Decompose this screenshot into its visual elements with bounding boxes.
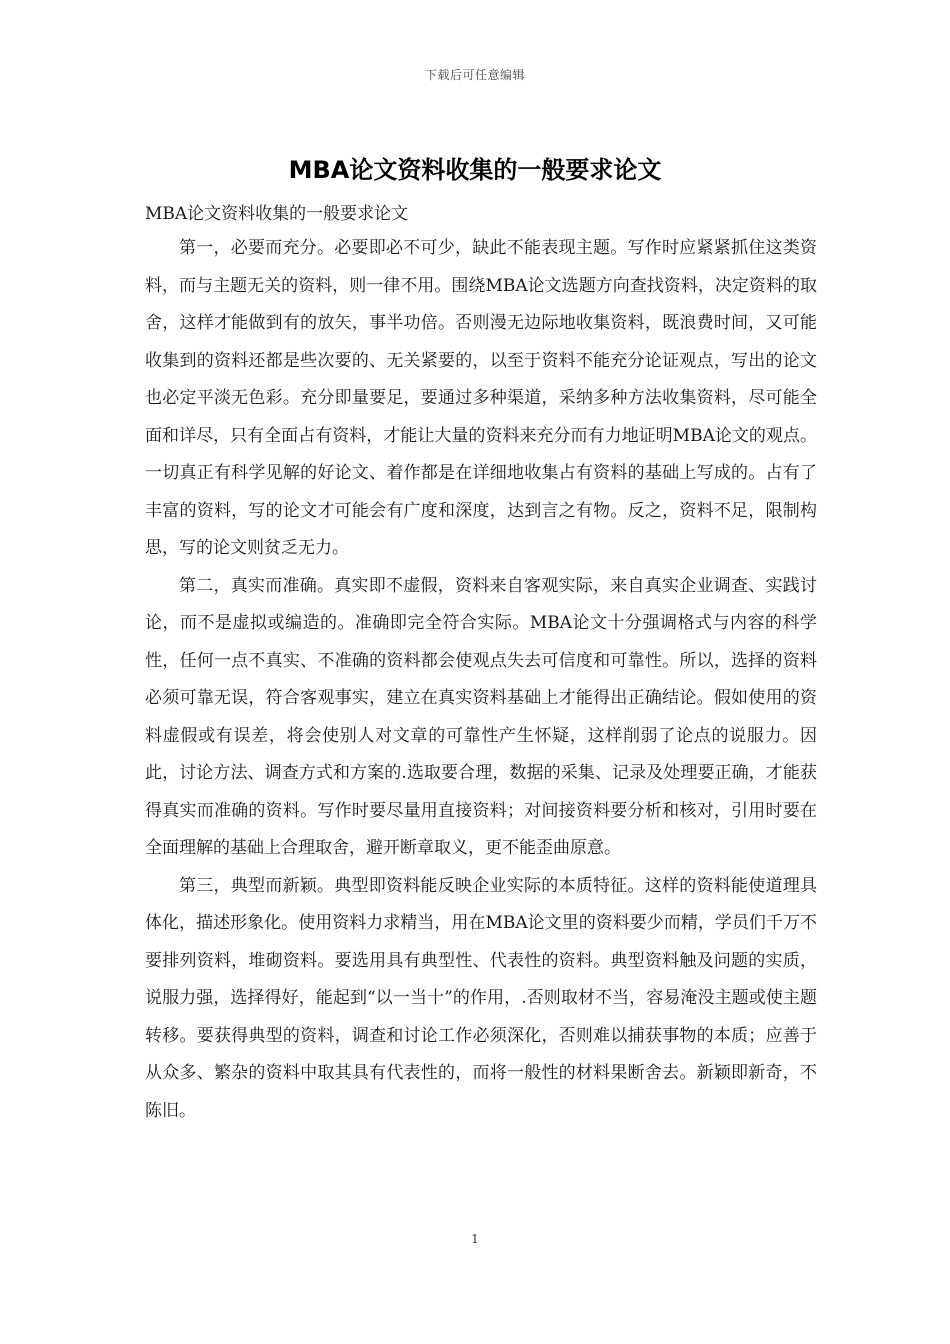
paragraph-2: 第二，真实而准确。真实即不虚假，资料来自客观实际，来自真实企业调查、实践讨论，而不是虚拟或编造的。准确即完全符合实际。MBA论文十分强调格式与内容的科学性，任何一点不真实、不准确的资料都会使观点失去可信度和可靠性。所以，选择的资料必须可靠无误，符合客观事实，建立在真实资料基础上才能得出正确结论。假如使用的资料虚假或有误差，将会使别人对文章的可靠性产生怀疑，这样削弱了论点的说服力。因此，讨论方法、调查方式和方案的.选取要合理，数据的采集、记录及处理要正确，才能获得真实而准确的资料。写作时要尽量用直接资料；对间接资料要分析和核对，引用时要在全面理解的基础上合理取舍，避开断章取义，更不能歪曲原意。 [145,575,817,858]
document-body [145,200,817,1130]
header-note: 下载后可任意编辑 [424,68,525,82]
page-number: 1 [471,1232,479,1246]
paragraph-3: 第三，典型而新颖。典型即资料能反映企业实际的本质特征。这样的资料能使道理具体化，描述形象化。使用资料力求精当，用在MBA论文里的资料要少而精，学员们千万不要排列资料，堆砌资料。要选用具有典型性、代表性的资料。典型资料触及问题的实质，说服力强，选择得好，能起到“以一当十”的作用，.否则取材不当，容易淹没主题或使主题转移。要获得典型的资料，调查和讨论工作必须深化，否则难以捕获事物的本质；应善于从众多、繁杂的资料中取其具有代表性的，而将一般性的材料果断舍去。新颖即新奇，不陈旧。 [145,875,817,1121]
document-subtitle: MBA论文资料收集的一般要求论文 [145,204,409,224]
paragraph-1: 第一，必要而充分。必要即必不可少，缺此不能表现主题。写作时应紧紧抓住这类资料，而与主题无关的资料，则一律不用。围绕MBA论文选题方向查找资料，决定资料的取舍，这样才能做到有的放矢，事半功倍。否则漫无边际地收集资料，既浪费时间，又可能收集到的资料还都是些次要的、无关紧要的，以至于资料不能充分论证观点，写出的论文也必定平淡无色彩。充分即量要足，要通过多种渠道，采纳多种方法收集资料，尽可能全面和详尽，只有全面占有资料，才能让大量的资料来充分而有力地证明MBA论文的观点。一切真正有科学见解的好论文、着作都是在详细地收集占有资料的基础上写成的。占有了丰富的资料，写的论文才可能会有广度和深度，达到言之有物。反之，资料不足，限制构思，写的论文则贫乏无力。 [145,238,817,558]
document-title: MBA论文资料收集的一般要求论文 [288,156,662,184]
